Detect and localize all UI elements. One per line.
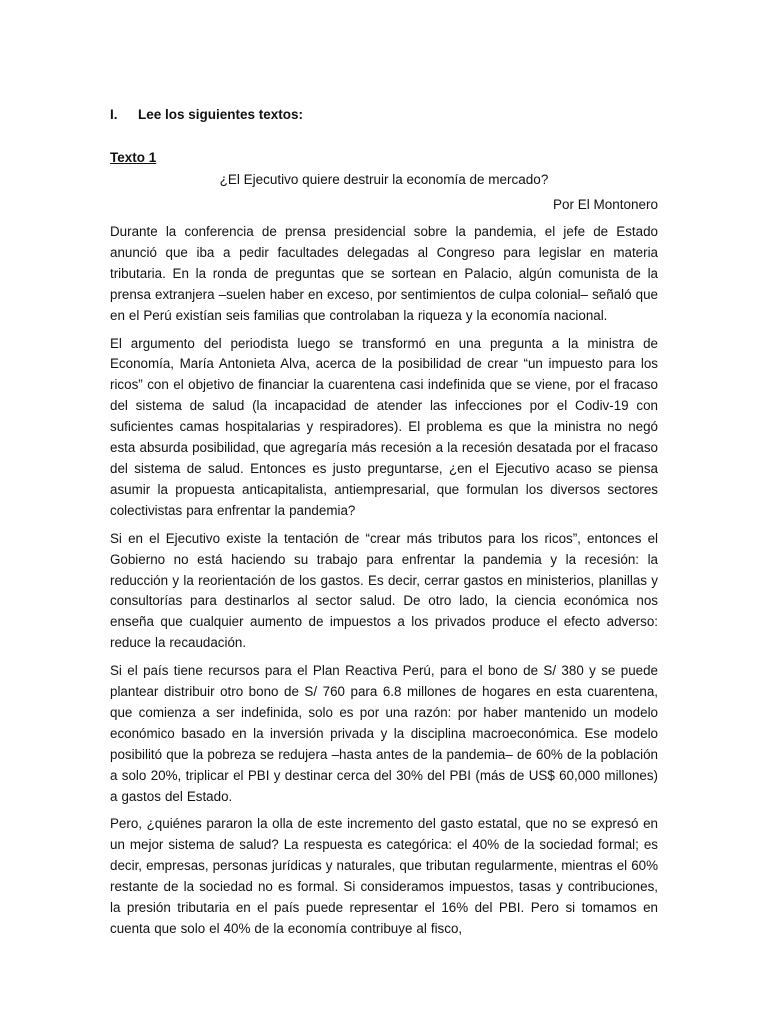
paragraph-4: Si el país tiene recursos para el Plan Reactiva Perú, para el bono de S/ 380 y se puede plantear distribuir otro bono de S/ 760 para 6.8 millones de hogares en esta cuarentena, que comienza a ser indefinida, solo es por una razón: por haber mantenido un modelo económico basado en la inversión privada y la disciplina macroeconómica. Ese modelo posibilitó que la pobreza se redujera –hasta antes de la pandemia– de 60% de la población a solo 20%, triplicar el PBI y destinar cerca del 30% del PBI (más de US$ 60,000 millones) a gastos del Estado.	[110, 663, 658, 804]
section-heading	[110, 106, 303, 124]
paragraph-2: El argumento del periodista luego se transformó en una pregunta a la ministra de Economía, María Antonieta Alva, acerca de la posibilidad de crear “un impuesto para los ricos” con el objetivo de financiar la cuarentena casi indefinida que se viene, por el fracaso del sistema de salud (la incapacidad de atender las infecciones por el Codiv-19 con suficientes camas hospitalarias y respiradores). El problema es que la ministra no negó esta absurda posibilidad, que agregaría más recesión a la recesión desatada por el fracaso del sistema de salud. Entonces es justo preguntarse, ¿en el Ejecutivo acaso se piensa asumir la propuesta anticapitalista, antiempresarial, que formulan los diversos sectores colectivistas para enfrentar la pandemia?	[110, 335, 658, 518]
paragraph-5: Pero, ¿quiénes pararon la olla de este incremento del gasto estatal, que no se expresó en un mejor sistema de salud? La respuesta es categórica: el 40% de la sociedad formal; es decir, empresas, personas jurídicas y naturales, que tributan regularmente, mientras el 60% restante de la sociedad no es formal. Si consideramos impuestos, tasas y contribuciones, la presión tributaria en el país puede representar el 16% del PBI. Pero si tomamos en cuenta que solo el 40% de la economía contribuye al fisco,	[110, 816, 658, 936]
article-title: ¿El Ejecutivo quiere destruir la economía de mercado?	[219, 172, 549, 187]
section-number: I.	[110, 107, 118, 122]
document-page	[110, 0, 658, 1024]
article-author: Por El Montonero	[552, 197, 658, 212]
article-body	[110, 222, 658, 947]
text-label: Texto 1	[110, 150, 157, 165]
section-title: Lee los siguientes textos:	[138, 107, 304, 122]
paragraph-1: Durante la conferencia de prensa presidencial sobre la pandemia, el jefe de Estado anunció que iba a pedir facultades delegadas al Congreso para legislar en materia tributaria. En la ronda de preguntas que se sortean en Palacio, algún comunista de la prensa extranjera –suelen haber en exceso, por sentimientos de culpa colonial– señaló que en el Perú existían seis familias que controlaban la riqueza y la economía nacional.	[110, 224, 658, 323]
paragraph-3: Si en el Ejecutivo existe la tentación de “crear más tributos para los ricos”, entonces el Gobierno no está haciendo su trabajo para enfrentar la pandemia y la recesión: la reducción y la reorientación de los gastos. Es decir, cerrar gastos en ministerios, planillas y consultorías para destinarlos al sector salud. De otro lado, la ciencia económica nos enseña que cualquier aumento de impuestos a los privados produce el efecto adverso: reduce la recaudación.	[110, 530, 658, 651]
